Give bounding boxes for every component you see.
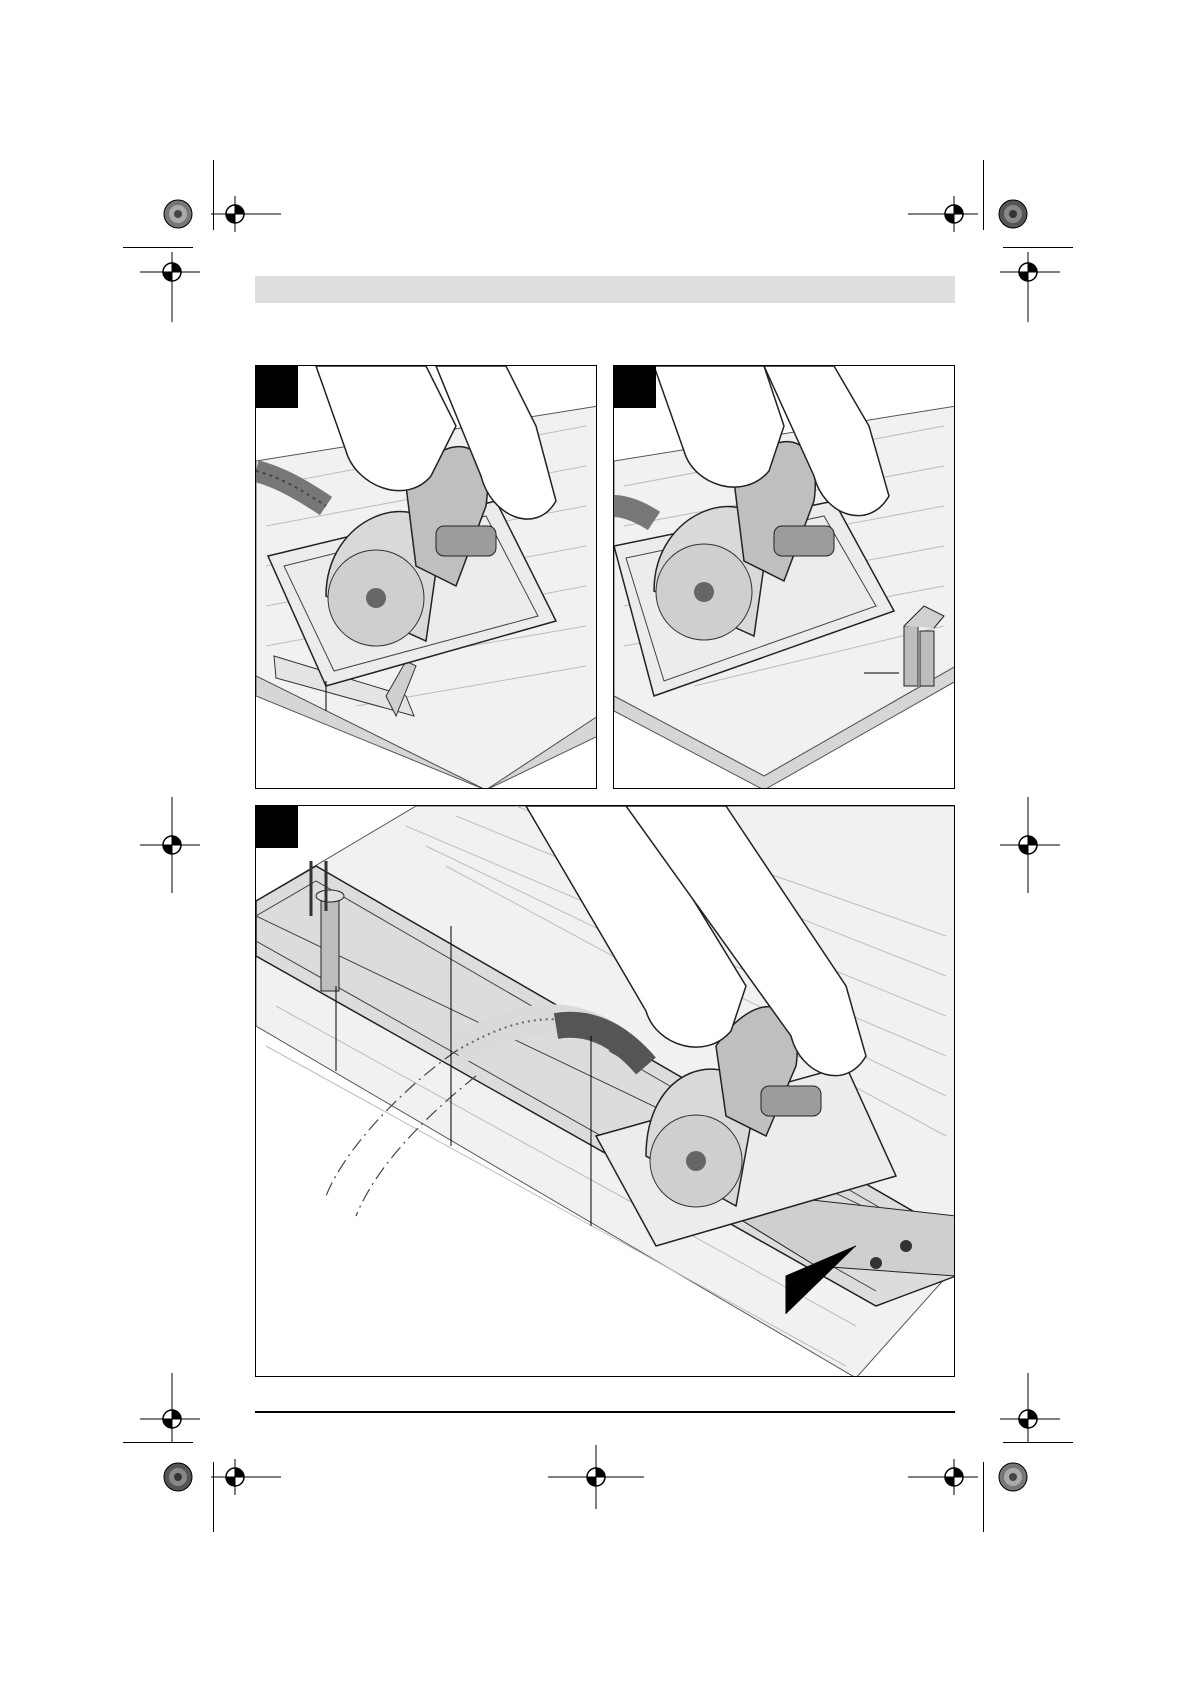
figure-panel-b <box>613 365 955 789</box>
header-bar <box>255 276 955 303</box>
figure-number-tab <box>614 366 656 408</box>
crosshair-registration-icon <box>1000 1373 1060 1443</box>
figure-panel-a <box>255 365 597 789</box>
crosshair-registration-icon <box>140 797 200 893</box>
figure-number-tab <box>256 806 298 848</box>
figure-a-illustration <box>256 366 597 789</box>
crop-mark-br-v <box>983 1462 984 1532</box>
crop-mark-tr-v <box>983 160 984 230</box>
crosshair-registration-icon <box>140 252 200 322</box>
crosshair-registration-icon <box>548 1445 644 1509</box>
crosshair-registration-icon <box>1000 797 1060 893</box>
color-rosette-icon <box>163 199 193 229</box>
figure-panel-c <box>255 805 955 1377</box>
crosshair-registration-icon <box>908 1459 978 1495</box>
crop-mark-tr-h <box>1003 247 1073 248</box>
color-rosette-icon <box>998 199 1028 229</box>
footer-rule <box>255 1411 955 1413</box>
crop-mark-tl-h <box>123 247 193 248</box>
crosshair-registration-icon <box>211 1459 281 1495</box>
color-rosette-icon <box>163 1462 193 1492</box>
crosshair-registration-icon <box>211 196 281 232</box>
figure-c-illustration <box>256 806 955 1377</box>
color-rosette-icon <box>998 1462 1028 1492</box>
crosshair-registration-icon <box>140 1373 200 1443</box>
figure-b-illustration <box>614 366 955 789</box>
figure-number-tab <box>256 366 298 408</box>
crosshair-registration-icon <box>1000 252 1060 322</box>
crosshair-registration-icon <box>908 196 978 232</box>
